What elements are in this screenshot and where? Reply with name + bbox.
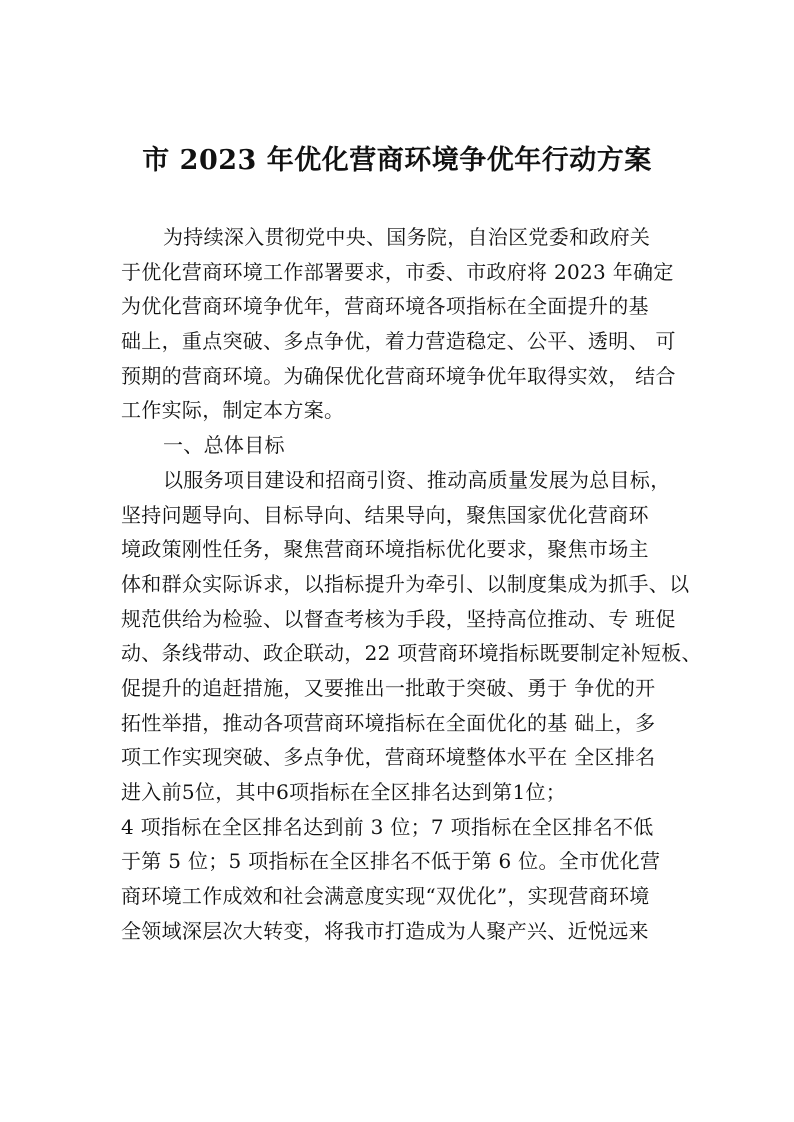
- paragraph-line: 境政策刚性任务，聚焦营商环境指标优化要求，聚焦市场主: [121, 537, 649, 562]
- paragraph-line: 于优化营商环境工作部署要求，市委、市政府将 2023 年确定: [121, 259, 674, 284]
- paragraph-line: 体和群众实际诉求，以指标提升为牵引、以制度集成为抓手、以: [121, 571, 690, 596]
- paragraph-line: 项工作实现突破、多点争优，营商环境整体水平在 全区排名: [121, 745, 656, 770]
- paragraph-line: 工作实际，制定本方案。: [121, 398, 345, 423]
- paragraph-line: 规范供给为检验、以督查考核为手段，坚持高位推动、专 班促: [121, 606, 676, 631]
- paragraph-line: 于第 5 位；5 项指标在全区排名不低于第 6 位。全市优化营: [121, 849, 661, 874]
- paragraph-line: 拓性举措，推动各项营商环境指标在全面优化的基 础上，多: [121, 710, 656, 735]
- paragraph-line: 促提升的追赶措施，又要推出一批敢于突破、勇于 争优的开: [121, 675, 656, 700]
- paragraph-line: 础上，重点突破、多点争优，着力营造稳定、公平、透明、 可: [121, 329, 676, 354]
- document-title: 市 2023 年优化营商环境争优年行动方案: [142, 145, 652, 176]
- section-heading: 一、总体目标: [163, 433, 285, 458]
- paragraph-line: 进入前5位，其中6项指标在全区排名达到第1位；: [121, 780, 567, 804]
- paragraph-line: 动、条线带动、政企联动，22 项营商环境指标既要制定补短板、: [121, 641, 702, 666]
- paragraph-line: 全领域深层次大转变，将我市打造成为人聚产兴、近悦远来: [121, 918, 649, 943]
- document-body: [121, 220, 701, 948]
- paragraph-line: 商环境工作成效和社会满意度实现“双优化”，实现营商环境: [121, 884, 650, 909]
- paragraph-line: 预期的营商环境。为确保优化营商环境争优年取得实效， 结合: [121, 363, 676, 388]
- paragraph-line: 以服务项目建设和招商引资、推动高质量发展为总目标，: [163, 467, 671, 492]
- paragraph-line: 4 项指标在全区排名达到前 3 位；7 项指标在全区排名不低: [121, 814, 654, 839]
- paragraph-line: 为持续深入贯彻党中央、国务院，自治区党委和政府关: [163, 225, 651, 249]
- paragraph-line: 为优化营商环境争优年，营商环境各项指标在全面提升的基: [121, 294, 649, 319]
- paragraph-line: 坚持问题导向、目标导向、结果导向，聚焦国家优化营商环: [121, 502, 649, 527]
